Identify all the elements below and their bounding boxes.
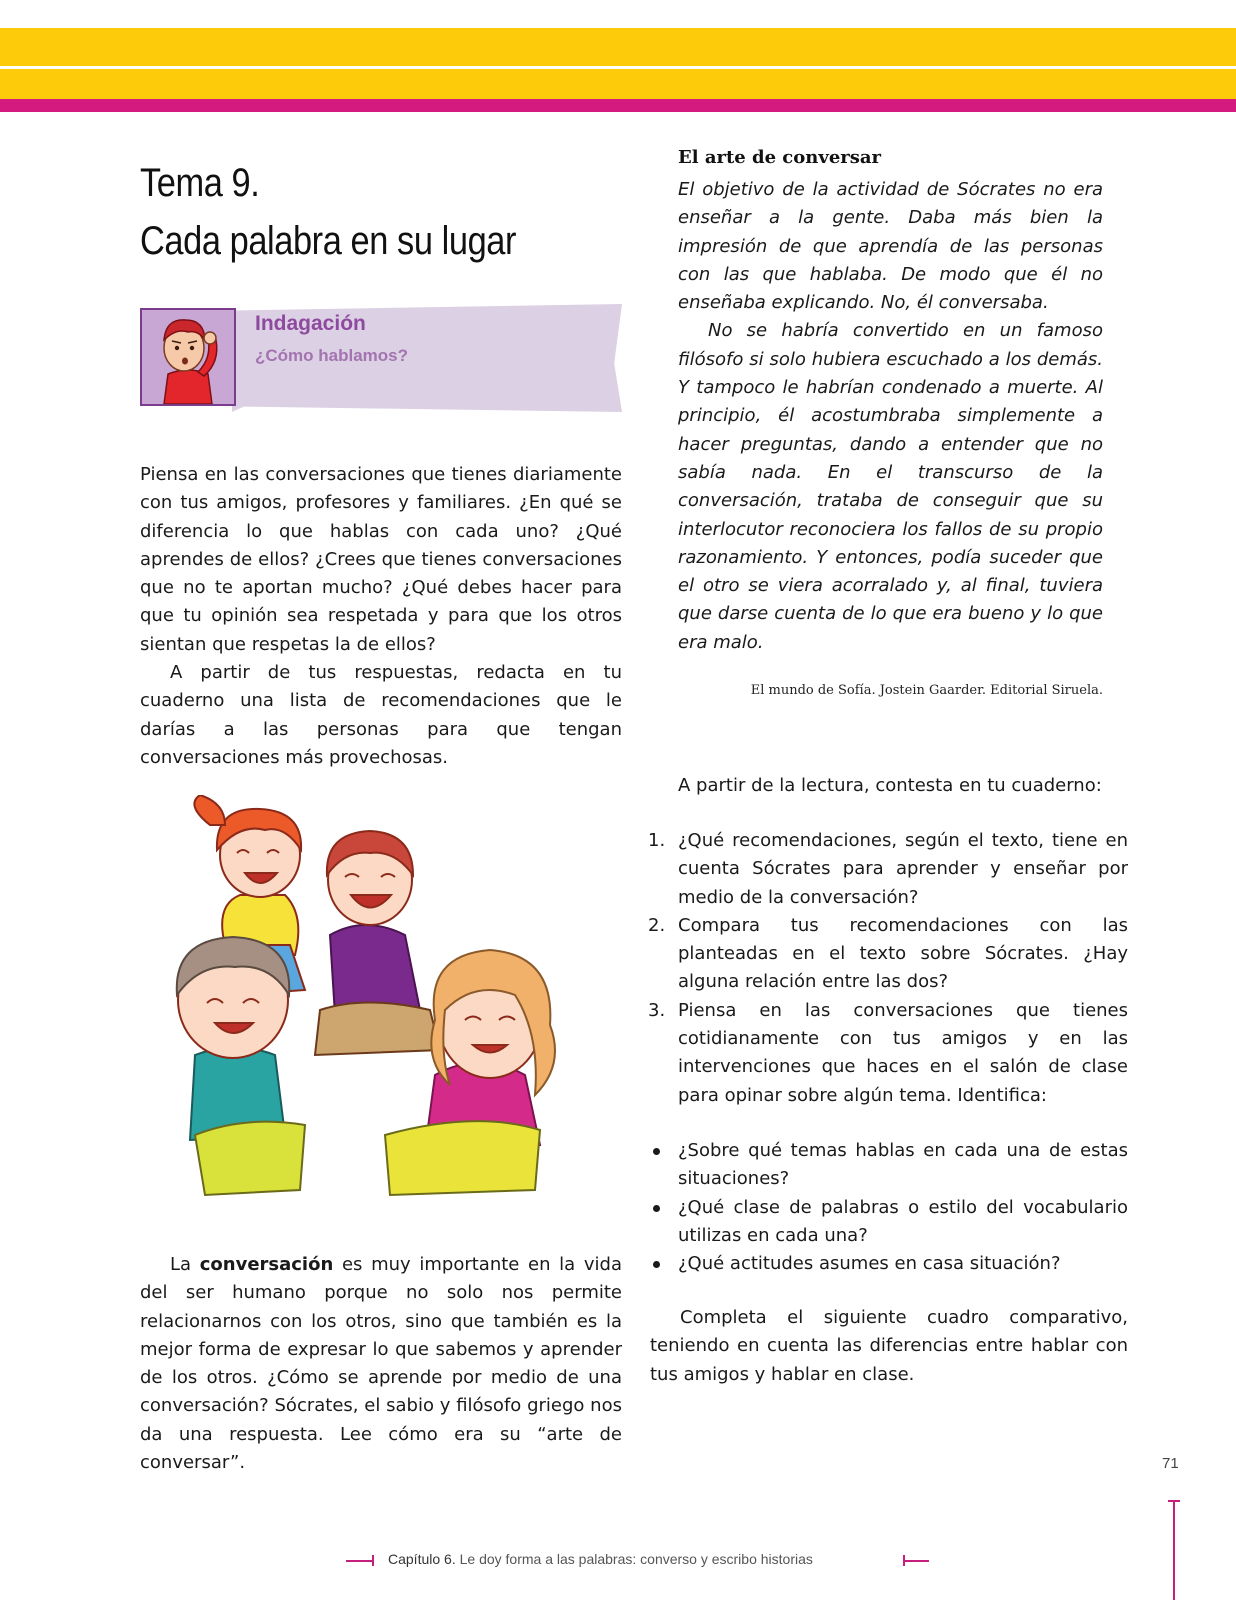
footer-mark-left xyxy=(346,1560,372,1562)
conversation-keyword: conversación xyxy=(199,1254,334,1275)
conversation-text xyxy=(140,1251,622,1477)
question-item xyxy=(648,912,1128,997)
identify-list xyxy=(652,1137,1128,1278)
activity-prompt: A partir de la lectura, contesta en tu cuaderno: xyxy=(678,775,1102,796)
question-list xyxy=(648,827,1128,1110)
boy-center xyxy=(315,831,440,1055)
question-text: ¿Qué recomendaciones, según el texto, tiene en cuenta Sócrates para aprender y enseñar por medio de la conversación? xyxy=(678,830,1128,908)
question-item xyxy=(648,827,1128,912)
page-title xyxy=(140,154,516,270)
question-item xyxy=(648,997,1128,1110)
reading-excerpt xyxy=(678,176,1103,657)
indagacion-title: Indagación xyxy=(255,312,366,335)
conversation-lead: La xyxy=(170,1254,200,1275)
title-line-1: Tema 9. xyxy=(140,161,260,205)
intro-paragraph-2: A partir de tus respuestas, redacta en tu cuaderno una lista de recomendaciones que le darías a las personas para que tengan conversaciones más provechosas. xyxy=(140,662,622,768)
footer-mark-right xyxy=(903,1560,929,1562)
header-band-yellow-lower xyxy=(0,69,1236,99)
identify-item: ¿Qué actitudes asumes en casa situación? xyxy=(652,1250,1128,1278)
question-text: Compara tus recomendaciones con las planteadas en el texto sobre Sócrates. ¿Hay alguna relación entre las dos? xyxy=(678,914,1128,993)
identify-item: ¿Qué clase de palabras o estilo del vocabulario utilizas en cada una? xyxy=(652,1194,1128,1251)
footer-chapter-number: Capítulo 6. xyxy=(388,1551,456,1567)
reading-heading: El arte de conversar xyxy=(678,147,882,168)
side-rule xyxy=(1173,1500,1175,1600)
conversation-paragraph xyxy=(140,1251,622,1477)
identify-item: ¿Sobre qué temas hablas en cada una de estas situaciones? xyxy=(652,1137,1128,1194)
indagacion-subtitle: ¿Cómo hablamos? xyxy=(255,346,409,365)
question-number: 1. xyxy=(648,830,666,851)
question-number: 3. xyxy=(648,999,666,1021)
intro-text xyxy=(140,461,622,772)
footer-tick-left xyxy=(372,1555,374,1566)
intro-paragraph-1: Piensa en las conversaciones que tienes diariamente con tus amigos, profesores y familiares. ¿En qué se diferencia lo que hablas con cada uno? ¿Qué aprendes de ellos? ¿Crees que tienes conversaciones que no te aportan mucho? ¿Qué debes hacer para que tu opinión sea respetada y para que los otros sientan que respetas la de ellos? xyxy=(140,464,622,655)
conversation-rest: es muy importante en la vida del ser humano porque no solo nos permite relacionarnos con los otros, sino que también es la mejor forma de expresar lo que sabemos y aprender de los otros. ¿Cómo se aprende por medio de una conversación? Sócrates, el sabio y filósofo griego nos da una respuesta. Lee cómo era su “arte de conversar”. xyxy=(140,1254,622,1474)
header-band-magenta xyxy=(0,99,1236,112)
header-band-yellow xyxy=(0,28,1236,66)
reading-paragraph-1: El objetivo de la actividad de Sócrates no era enseñar a la gente. Daba más bien la impresión de que aprendía de las personas con las que hablaba. De modo que él no enseñaba explicando. No, él conversaba. xyxy=(678,179,1103,314)
question-number: 2. xyxy=(648,914,666,936)
boy-bottom-left xyxy=(177,937,305,1195)
title-line-2: Cada palabra en su lugar xyxy=(140,219,516,263)
question-text: Piensa en las conversaciones que tienes cotidianamente con tus amigos y en las intervenciones que haces en el salón de clase para opinar sobre algún tema. Identifica: xyxy=(678,999,1128,1106)
footer-chapter xyxy=(388,1551,813,1567)
children-conversation-illustration xyxy=(155,795,610,1230)
thinking-boy-icon xyxy=(140,308,236,406)
complete-instruction: Completa el siguiente cuadro comparativo, teniendo en cuenta las diferencias entre hablar con tus amigos y hablar en clase. xyxy=(650,1307,1128,1385)
footer-chapter-title: Le doy forma a las palabras: converso y escribo historias xyxy=(455,1551,813,1567)
reading-citation: El mundo de Sofía. Jostein Gaarder. Editorial Siruela. xyxy=(750,683,1103,698)
reading-paragraph-2: No se habría convertido en un famoso filósofo si solo hubiera escuchado a los demás. Y tampoco le habrían condenado a muerte. Al principio, él acostumbraba simplemente a hacer preguntas, dando a entender que no sabía nada. En el transcurso de la conversación, trataba de conseguir que su interlocutor reconociera los fallos de su propio razonamiento. Y entonces, podía suceder que el otro se viera acorralado y, al final, tuviera que darse cuenta de lo que era bueno y lo que era malo. xyxy=(678,320,1103,653)
page-number: 71 xyxy=(1162,1455,1179,1472)
thinking-boy-illustration xyxy=(142,310,234,404)
